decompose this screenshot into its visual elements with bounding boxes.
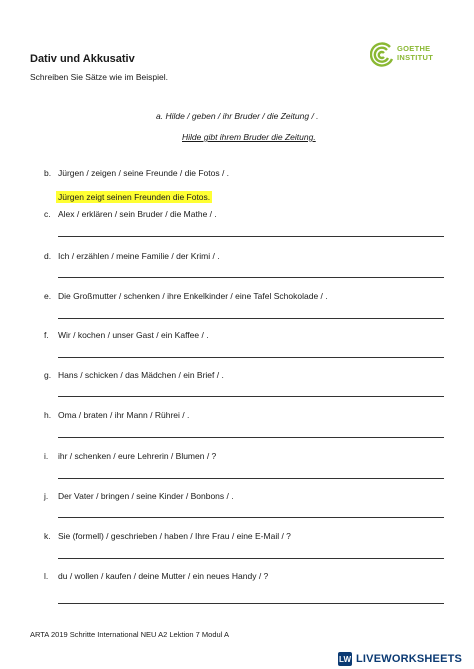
item-letter: l. xyxy=(44,571,49,581)
answer-line[interactable] xyxy=(58,603,444,604)
item-prompt: Die Großmutter / schenken / ihre Enkelkinder / eine Tafel Schokolade / . xyxy=(58,291,328,301)
item-prompt: Sie (formell) / geschrieben / haben / Ihre Frau / eine E-Mail / ? xyxy=(58,531,291,541)
item-prompt: Oma / braten / ihr Mann / Rührei / . xyxy=(58,410,190,420)
item-letter: j. xyxy=(44,491,49,501)
instruction-text: Schreiben Sie Sätze wie im Beispiel. xyxy=(30,72,168,82)
logo-line1: GOETHE xyxy=(397,44,431,53)
item-prompt: du / wollen / kaufen / deine Mutter / ein neues Handy / ? xyxy=(58,571,269,581)
item-letter: f. xyxy=(44,330,49,340)
logo-line2: INSTITUT xyxy=(397,52,434,62)
answer-line[interactable] xyxy=(58,437,444,438)
item-prompt: ihr / schenken / eure Lehrerin / Blumen / ? xyxy=(58,451,217,461)
item-letter: b. xyxy=(44,168,52,178)
answer-line[interactable] xyxy=(58,318,444,319)
answer-line[interactable] xyxy=(58,357,444,358)
answer-line[interactable] xyxy=(58,277,444,278)
answer-line[interactable] xyxy=(58,558,444,559)
item-prompt: Ich / erzählen / meine Familie / der Krimi / . xyxy=(58,251,220,261)
worksheet-title: Dativ und Akkusativ xyxy=(30,53,135,65)
answer-line[interactable] xyxy=(58,478,444,479)
item-letter: g. xyxy=(44,370,52,380)
answer-line[interactable] xyxy=(58,236,444,237)
item-answer-highlight[interactable]: Jürgen zeigt seinen Freunden die Fotos. xyxy=(58,192,211,202)
item-prompt: Hans / schicken / das Mädchen / ein Brief / . xyxy=(58,370,224,380)
item-letter: h. xyxy=(44,410,52,420)
item-letter: e. xyxy=(44,291,52,301)
goethe-logo-icon xyxy=(370,41,396,71)
item-letter: k. xyxy=(44,531,51,541)
example-prompt: a. Hilde / geben / ihr Bruder / die Zeitung / . xyxy=(156,111,319,121)
item-letter: c. xyxy=(44,209,51,219)
liveworksheets-badge[interactable] xyxy=(338,649,474,669)
liveworksheets-label: LIVEWORKSHEETS xyxy=(356,653,463,665)
item-prompt: Wir / kochen / unser Gast / ein Kaffee / . xyxy=(58,330,209,340)
item-letter: d. xyxy=(44,251,52,261)
item-letter: i. xyxy=(44,451,49,461)
example-answer: Hilde gibt ihrem Bruder die Zeitung. xyxy=(182,132,316,142)
answer-line[interactable] xyxy=(58,396,444,397)
item-prompt: Jürgen / zeigen / seine Freunde / die Fotos / . xyxy=(58,168,230,178)
liveworksheets-icon: LW xyxy=(338,652,352,666)
goethe-logo xyxy=(370,39,450,75)
item-prompt: Der Vater / bringen / seine Kinder / Bonbons / . xyxy=(58,491,234,501)
footer-credit: ARTA 2019 Schritte International NEU A2 Lektion 7 Modul A xyxy=(30,630,230,639)
item-prompt: Alex / erklären / sein Bruder / die Mathe / . xyxy=(58,209,217,219)
answer-line[interactable] xyxy=(58,517,444,518)
